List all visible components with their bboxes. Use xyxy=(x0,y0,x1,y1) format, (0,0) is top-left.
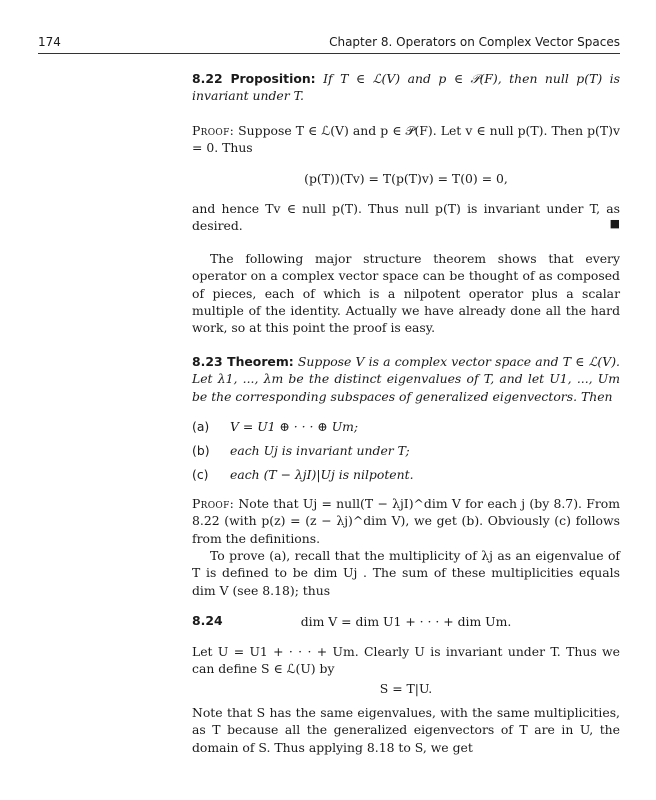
item-label: (b) xyxy=(192,443,210,458)
equation-S: S = T|U. xyxy=(379,681,433,696)
proof-label: Proof: xyxy=(192,496,235,511)
item-text: each Uj is invariant under T; xyxy=(230,443,410,458)
equation-8-24: dim V = dim U1 + · · · + dim Um. xyxy=(300,614,512,629)
item-label: (c) xyxy=(192,467,209,482)
theorem-label: 8.23 Theorem: xyxy=(192,354,294,369)
page-number: 174 xyxy=(38,35,61,49)
theorem-text: Suppose V is a complex vector space and T ∈ ℒ(V). Let λ1, ..., λm be the distinct eigenvalues of T, and let U1, ..., Um be the corresponding subspaces of generalized eigenvectors. Then xyxy=(192,354,620,404)
proof-conclusion-text: and hence Tv ∈ null p(T). Thus null p(T) is invariant under T, as desired. xyxy=(192,201,620,234)
item-label: (a) xyxy=(192,419,210,434)
proof-text: Suppose T ∈ ℒ(V) and p ∈ 𝒫(F). Let v ∈ null p(T). Then p(T)v = 0. Thus xyxy=(192,123,620,156)
proof-8-22 xyxy=(192,122,620,157)
proof-label: Proof: xyxy=(192,123,235,138)
qed-square: ■ xyxy=(609,217,620,231)
item-text: each (T − λjI)|Uj is nilpotent. xyxy=(230,467,414,482)
item-text: V = U1 ⊕ · · · ⊕ Um; xyxy=(230,419,359,434)
proof-conclusion xyxy=(192,200,620,235)
proposition-text: If T ∈ ℒ(V) and p ∈ 𝒫(F), then null p(T) is invariant under T. xyxy=(192,71,620,104)
running-header xyxy=(38,35,620,54)
paragraph-define-U: Let U = U1 + · · · + Um. Clearly U is invariant under T. Thus we can define S ∈ ℒ(U) by xyxy=(192,644,620,677)
theorem-8-23 xyxy=(192,353,620,405)
final-paragraph: Note that S has the same eigenvalues, with the same multiplicities, as T because all the generalized eigenvectors of T are in U, the domain of S. Thus applying 8.18 to S, we get xyxy=(192,705,620,755)
proof-text: Note that Uj = null(T − λjI)^dim V for each j (by 8.7). From 8.22 (with p(z) = (z − λj)^dim V), we get (b). Obviously (c) follows from the definitions. xyxy=(192,496,620,546)
proposition-8-22 xyxy=(192,70,620,105)
proof-8-23-p2: To prove (a), recall that the multiplicity of λj as an eigenvalue of T is defined to be dim Uj . The sum of these multiplicities equals dim V (see 8.18); thus xyxy=(192,548,620,598)
chapter-title: Chapter 8. Operators on Complex Vector Spaces xyxy=(329,35,620,49)
proof-8-23-p1 xyxy=(192,495,620,547)
proposition-label: 8.22 Proposition: xyxy=(192,71,316,86)
equation-number-8-24: 8.24 xyxy=(192,613,223,628)
proof-equation: (p(T))(Tv) = T(p(T)v) = T(0) = 0, xyxy=(304,171,508,186)
intro-paragraph: The following major structure theorem shows that every operator on a complex vector space can be thought of as composed of pieces, each of which is a nilpotent operator plus a scalar multiple of the identity. Actually we have already done all the hard work, so at this point the proof is easy. xyxy=(192,251,620,336)
